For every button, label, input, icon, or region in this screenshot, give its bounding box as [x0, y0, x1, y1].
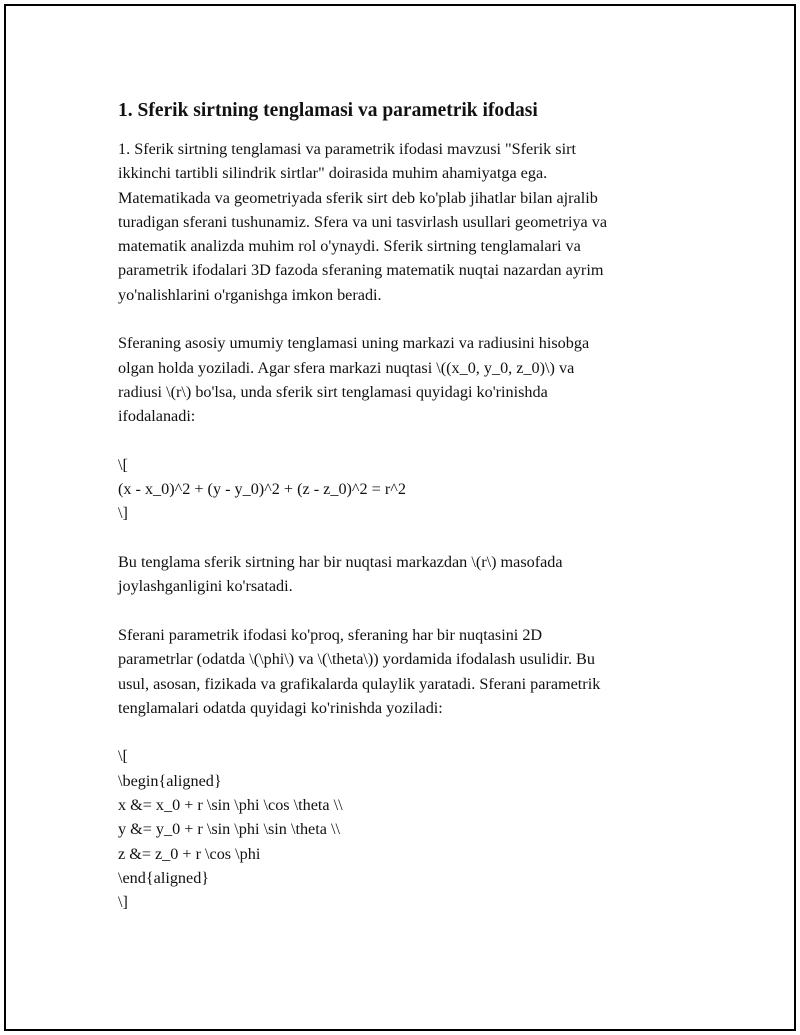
paragraph-gap	[118, 720, 698, 744]
general-equation-paragraph: Sferaning asosiy umumiy tenglamasi uning markazi va radiusini hisobga olgan holda yoziladi. Agar sfera markazi nuqtasi \((x_0, y_0, z_0)\) va radiusi \(r\) bo'lsa, unda sferik sirt tenglamasi quyidagi ko'rinishda ifodalanadi:	[118, 334, 590, 426]
equation-meaning-paragraph: Bu tenglama sferik sirtning har bir nuqtasi markazdan \(r\) masofada joylashganligini ko'rsatadi.	[118, 553, 563, 596]
paragraph-gap	[118, 526, 698, 550]
parametric-paragraph: Sferani parametrik ifodasi ko'proq, sferaning har bir nuqtasini 2D parametrlar (odatda \(\phi\) va \(\theta\)) yordamida ifodalash usulidir. Bu usul, asosan, fizikada va grafikalarda qulaylik yaratadi. Sferani parametrik tenglamalari odatda quyidagi ko'rinishda yoziladi:	[118, 625, 601, 717]
paragraph-gap	[118, 599, 698, 623]
paragraph-gap	[118, 429, 698, 453]
parametric-equations-block: \[ \begin{aligned} x &= x_0 + r \sin \phi \cos \theta \\ y &= y_0 + r \sin \phi \sin \theta \\ z &= z_0 + r \cos \phi \end{aligned} \]	[118, 747, 343, 912]
section-heading: 1. Sferik sirtning tenglamasi va parametrik ifodasi	[118, 100, 538, 121]
paragraph-gap	[118, 307, 698, 331]
page-frame	[4, 4, 796, 1031]
sphere-equation-block: \[ (x - x_0)^2 + (y - y_0)^2 + (z - z_0)^2 = r^2 \]	[118, 455, 406, 523]
document-body	[118, 98, 698, 915]
intro-paragraph: 1. Sferik sirtning tenglamasi va parametrik ifodasi mavzusi "Sferik sirt ikkinchi tartibli silindrik sirtlar" doirasida muhim ahamiyatga ega. Matematikada va geometriyada sferik sirt deb ko'plab jihatlar bilan ajralib turadigan sferani tushunamiz. Sfera va uni tasvirlash usullari geometriya va matematik analizda muhim rol o'ynaydi. Sferik sirtning tenglamalari va parametrik ifodalari 3D fazoda sferaning matematik nuqtai nazardan ayrim yo'nalishlarini o'rganishga imkon beradi.	[118, 140, 608, 304]
